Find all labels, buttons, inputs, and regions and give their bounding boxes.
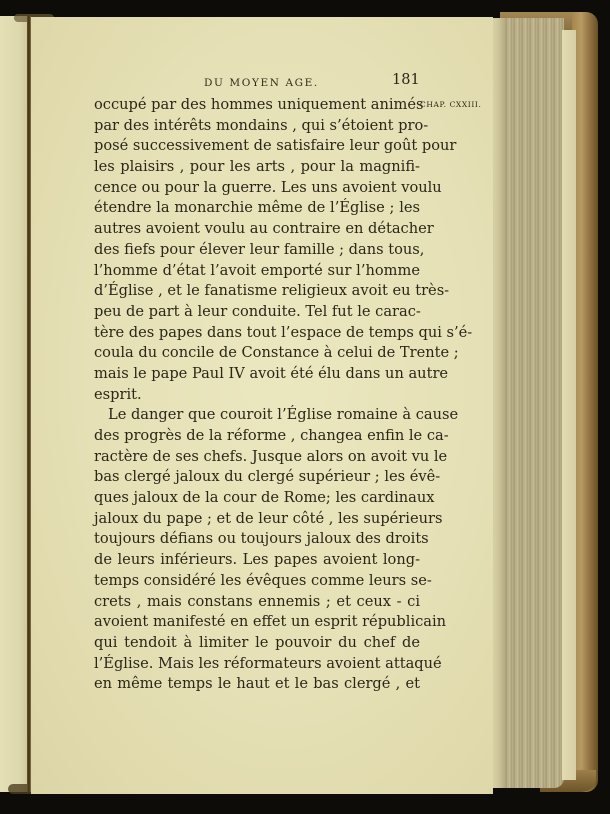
text-line: cence ou pour la guerre. Les uns avoient voulu (94, 178, 442, 196)
gutter (27, 16, 31, 792)
text-line: tère des papes dans tout l’espace de temps qui s’é- (94, 323, 473, 341)
chapter-side-note: CHAP. CXXIII. (420, 100, 482, 109)
page-block-inner-edge (492, 18, 504, 788)
text-line: crets , mais constans ennemis ; et ceux - ci (94, 592, 420, 610)
text-line: mais le pape Paul IV avoit été élu dans un autre (94, 364, 449, 382)
text-line: de leurs inférieurs. Les papes avoient long- (94, 551, 420, 569)
text-line: temps considéré les évêques comme leurs se- (94, 571, 432, 589)
text-line: l’Église. Mais les réformateurs avoient attaqué (94, 654, 442, 672)
text-line: qui tendoit à limiter le pouvoir du chef de (94, 633, 420, 651)
text-line: peu de part à leur conduite. Tel fut le carac- (94, 302, 421, 320)
text-line: autres avoient voulu au contraire en détacher (94, 220, 434, 238)
text-line: des fiefs pour élever leur famille ; dans tous, (94, 240, 425, 258)
text-line: coula du concile de Constance à celui de Trente ; (94, 344, 459, 362)
endpaper-edge (562, 30, 576, 780)
running-head: DU MOYEN AGE. (204, 77, 319, 89)
facing-page-edge (0, 16, 28, 792)
text-line: jaloux du pape ; et de leur côté , les supérieurs (94, 509, 443, 527)
text-line: ques jaloux de la cour de Rome; les cardinaux (94, 489, 435, 507)
text-line: l’homme d’état l’avoit emporté sur l’homme (94, 261, 420, 279)
text-line: occupé par des hommes uniquement animés (94, 96, 424, 113)
text-line: les plaisirs , pour les arts , pour la magnifi- (94, 158, 420, 176)
text-line: bas clergé jaloux du clergé supérieur ; les évê- (94, 468, 441, 486)
text-line: étendre la monarchie même de l’Église ; les (94, 199, 420, 217)
page-number: 181 (392, 72, 420, 88)
text-line: Le danger que couroit l’Église romaine à cause (108, 406, 459, 424)
text-line: esprit. (94, 385, 142, 403)
text-line: par des intérêts mondains , qui s’étoient pro- (94, 116, 429, 134)
text-line: toujours défians ou toujours jaloux des droits (94, 530, 429, 548)
text-line: en même temps le haut et le bas clergé , et (94, 675, 420, 693)
text-line: posé successivement de satisfaire leur goût pour (94, 137, 457, 155)
text-line: d’Église , et le fanatisme religieux avoit eu très- (94, 282, 450, 300)
text-line: ractère de ses chefs. Jusque alors on avoit vu le (94, 447, 448, 465)
text-line: des progrès de la réforme , changea enfin le ca- (94, 427, 449, 444)
text-line: avoient manifesté en effet un esprit républicain (94, 613, 447, 631)
